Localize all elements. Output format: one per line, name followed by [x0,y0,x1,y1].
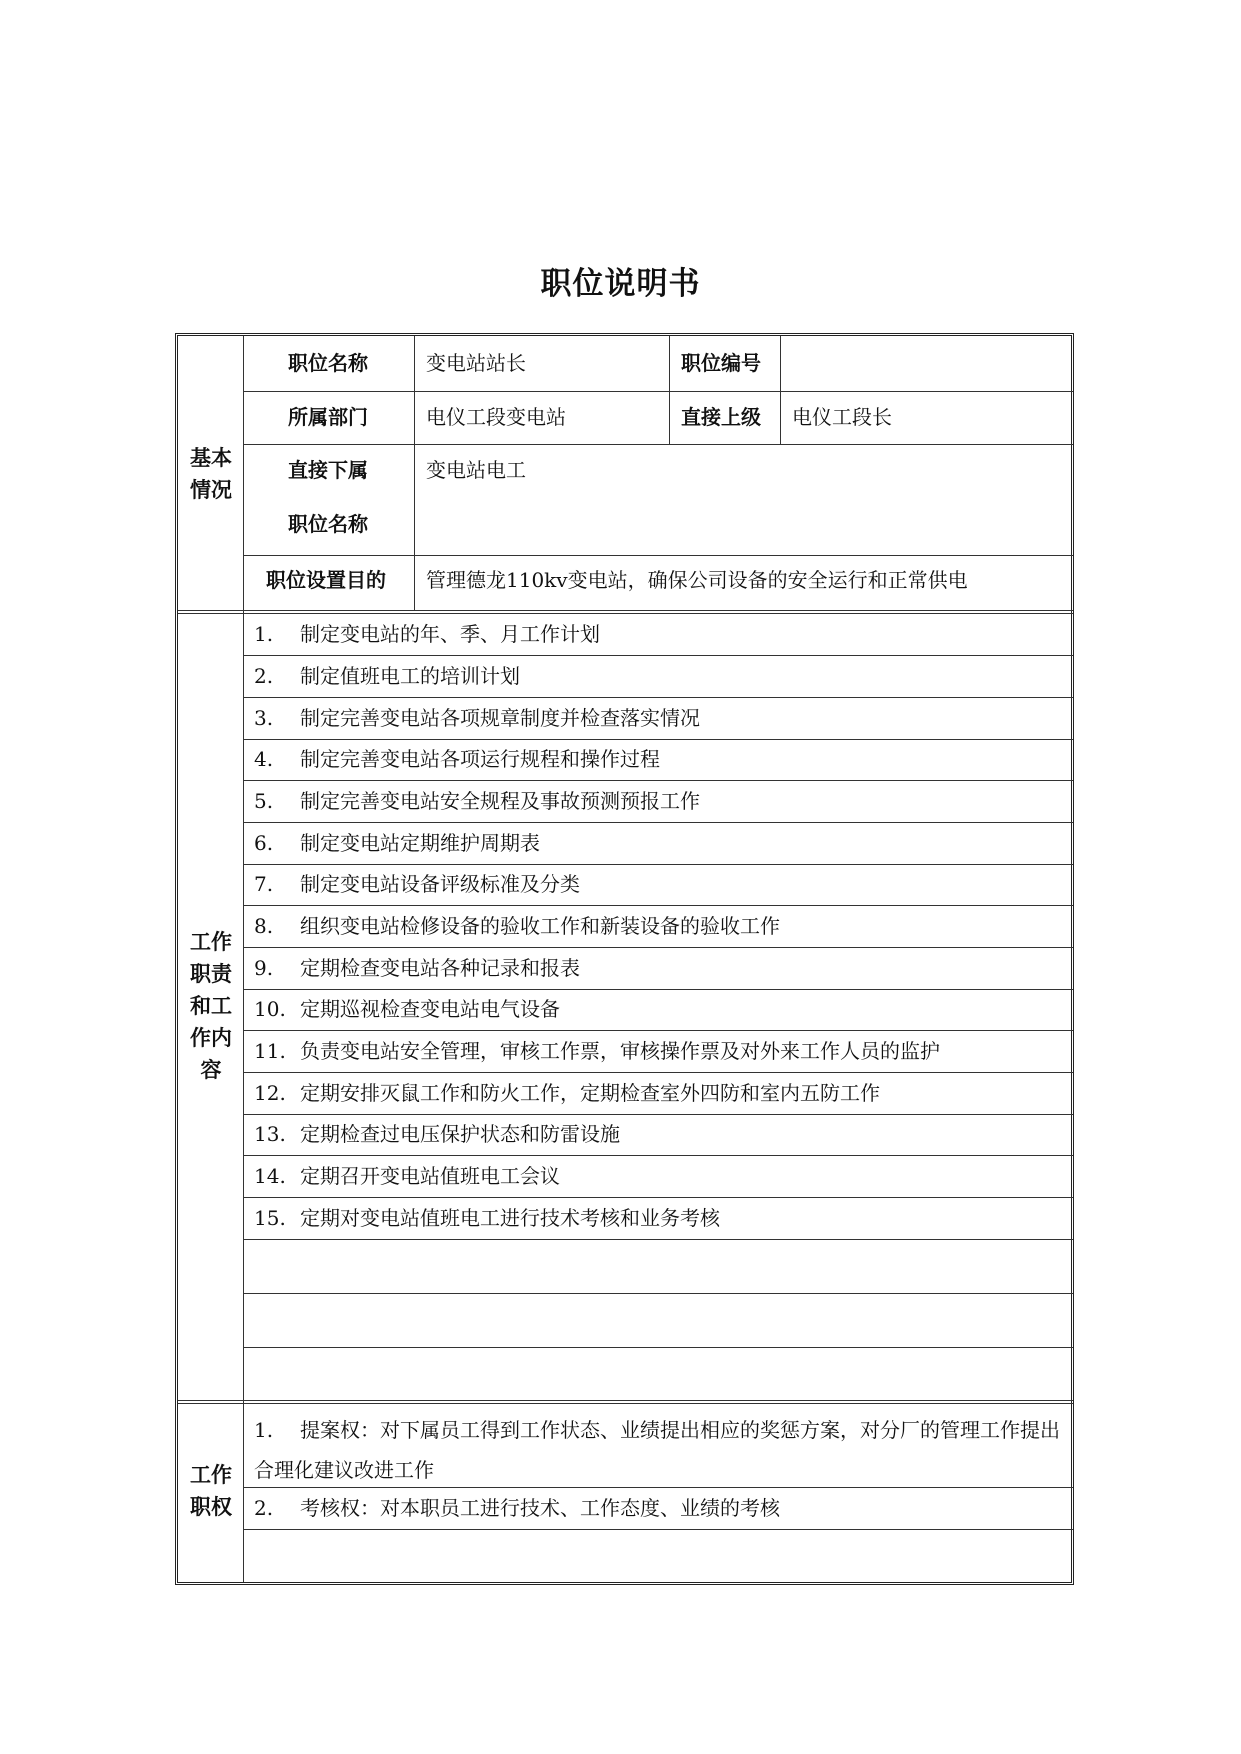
duty-item: 9. 定期检查变电站各种记录和报表 [254,956,580,980]
duty-item: 1. 制定变电站的年、季、月工作计划 [254,622,600,646]
duties-section-label: 工作职责和工作内容 [190,930,232,1082]
subordinate-label-line1: 直接下属 [288,458,368,482]
duty-item: 13. 定期检查过电压保护状态和防雷设施 [254,1122,620,1146]
duty-item: 5. 制定完善变电站安全规程及事故预测预报工作 [254,789,700,813]
duty-row-divider [243,1114,1073,1115]
duty-item: 3. 制定完善变电站各项规章制度并检查落实情况 [254,706,700,730]
authority-section-label: 工作职权 [190,1463,232,1519]
duty-item: 2. 制定值班电工的培训计划 [254,664,520,688]
duty-row-divider [243,1197,1073,1198]
basic-col-divider [414,336,415,610]
duty-row-divider [243,864,1073,865]
duty-row-divider [243,1155,1073,1156]
duty-row-divider [243,989,1073,990]
duty-row-divider [243,1293,1073,1294]
basic-col-divider [780,336,781,444]
duty-row-divider [243,739,1073,740]
duty-row-divider [243,697,1073,698]
duty-item: 15. 定期对变电站值班电工进行技术考核和业务考核 [254,1206,720,1230]
supervisor-label: 直接上级 [681,405,761,429]
authority-item: 1. 提案权：对下属员工得到工作状态、业绩提出相应的奖惩方案，对分厂的管理工作提出合理化建议改进工作 [254,1418,1060,1482]
duty-item: 7. 制定变电站设备评级标准及分类 [254,872,580,896]
section-divider [178,1403,1073,1404]
duty-row-divider [243,1347,1073,1348]
section-divider [178,1400,1073,1401]
duty-item: 10. 定期巡视检查变电站电气设备 [254,997,560,1021]
section-divider [178,613,1073,614]
job-description-table [175,333,1074,1585]
duty-row-divider [243,947,1073,948]
duty-row-divider [243,1072,1073,1073]
duty-item: 14. 定期召开变电站值班电工会议 [254,1164,560,1188]
duty-item: 11. 负责变电站安全管理，审核工作票，审核操作票及对外来工作人员的监护 [254,1039,940,1063]
section-column-divider [243,336,244,1582]
supervisor-value: 电仪工段长 [792,405,892,429]
subordinate-label-line2: 职位名称 [288,512,368,536]
position-code-label: 职位编号 [681,351,761,375]
duty-row-divider [243,655,1073,656]
duty-item: 12. 定期安排灭鼠工作和防火工作，定期检查室外四防和室内五防工作 [254,1081,880,1105]
duty-row-divider [243,822,1073,823]
section-divider [178,610,1073,611]
department-label: 所属部门 [288,405,368,429]
subordinate-value: 变电站电工 [426,458,526,482]
authority-item: 2. 考核权：对本职员工进行技术、工作态度、业绩的考核 [254,1496,780,1520]
duty-item: 6. 制定变电站定期维护周期表 [254,831,540,855]
basic-row-divider [243,444,1073,445]
duty-row-divider [243,905,1073,906]
basic-section-label: 基本情况 [190,446,232,502]
duty-row-divider [243,1030,1073,1031]
basic-col-divider [669,336,670,444]
position-name-value: 变电站站长 [426,351,526,375]
position-name-label: 职位名称 [288,351,368,375]
department-value: 电仪工段变电站 [426,405,566,429]
duty-item: 8. 组织变电站检修设备的验收工作和新装设备的验收工作 [254,914,780,938]
basic-row-divider [243,555,1073,556]
document-title: 职位说明书 [540,266,701,302]
purpose-value: 管理德龙110kv变电站，确保公司设备的安全运行和正常供电 [426,568,968,592]
basic-row-divider [243,391,1073,392]
duty-row-divider [243,1239,1073,1240]
duty-item: 4. 制定完善变电站各项运行规程和操作过程 [254,747,660,771]
authority-row-divider [243,1529,1073,1530]
duty-row-divider [243,780,1073,781]
purpose-label: 职位设置目的 [266,568,386,592]
